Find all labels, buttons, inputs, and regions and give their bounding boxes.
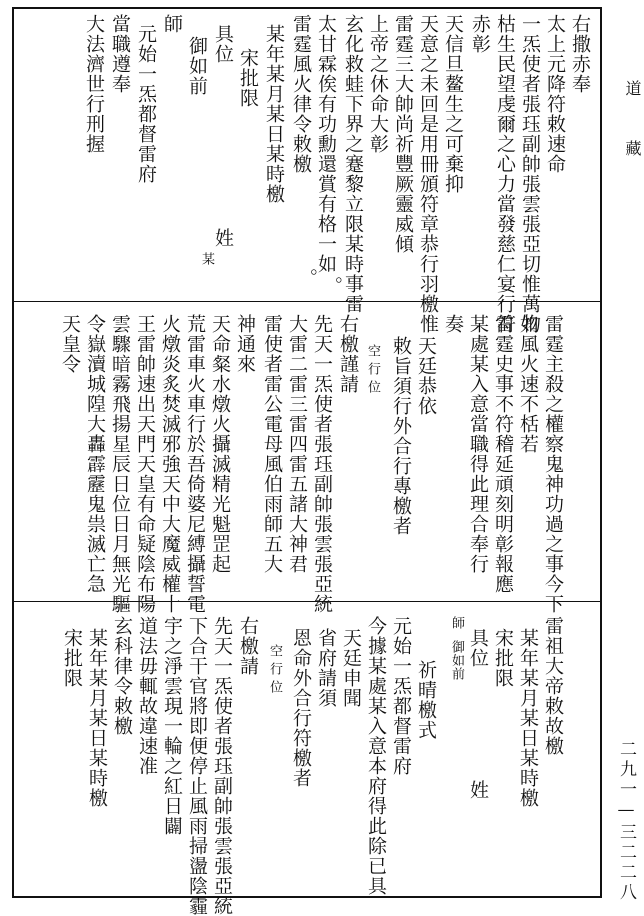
text-column: 雷霆史事不符稽延頑刻明彰報應 [492,314,514,594]
text-column: 枯生民望虔爾之心力當發慈仁宴行符 [494,14,516,334]
text-column: 具位 [467,628,489,668]
text-column: 姓 [467,780,489,800]
text-column: 宇之淨雲現一輪之紅日闢 [161,616,183,836]
text-column: 宋批限 [237,48,259,108]
text-column: 天廷恭依 [415,336,437,416]
text-column: 大雷二雷三雷四雷五諸大神君 [286,314,308,574]
text-column: 天意之未回是用冊頒符章恭行羽檄惟 [417,14,439,334]
text-column: 赤彰 [469,14,491,54]
annotation: 行 [365,362,380,376]
circle-mark: 。 [296,268,318,288]
text-column: 姓 [212,228,234,248]
text-column: 元始一炁都督雷府 [135,24,157,184]
text-column: 某年某月某日某時檄 [517,628,539,808]
annotation: 位 [267,680,282,694]
page-number: 二九一—三二二八 [616,740,636,903]
text-column: 王雷帥速出天門天皇有命疑陰布陽 [134,314,156,614]
text-column: 雷霆三大帥尚祈豐厥靈威傾 [392,14,414,254]
text-column: 宋批限 [61,628,83,688]
text-column: 右撒赤奉 [569,14,591,94]
text-column: 雲驟暗霧飛揚星辰日位日月無光驅 [109,314,131,614]
circle-mark: 。 [321,276,343,296]
text-column: 玄化救蛙下界之蹇黎立限某時事雷 [342,14,364,314]
side-label: 道 [623,80,642,96]
text-column: 下合干官將即便停止風雨掃盪陰霾 [186,616,208,916]
text-column: 省府請須 [315,628,337,708]
text-column: 敕旨須行外合行專檄者 [390,336,412,536]
text-column: 先天一炁使者張珏副帥張雲張亞統 [311,314,333,614]
annotation: 空 [267,644,282,658]
text-column: 太甘霖俟有功勳還賞有格一如 [315,14,337,274]
text-column: 某處某入意當職得此理合奉行 [467,314,489,574]
text-column: 荒雷車火車行於吾倚婆尼縛攝誓電 [184,314,206,614]
text-column: 上帝之休命大彰 [367,14,389,154]
text-column: 先天一炁使者張珏副帥張雲張亞統 [211,616,233,916]
text-column: 某年某月某日某時檄 [86,628,108,808]
text-column: 玄科律令敕檄 [111,616,133,736]
text-column: 天信旦鳌生之可棄抑 [442,14,464,194]
text-column: 恩命外合行符檄者 [290,628,312,788]
text-column: 大法濟世行刑握 [83,14,105,154]
text-column: 右檄謹請 [337,314,359,394]
text-column: 天命粲水燉火攝滅精光魁罡起 [209,314,231,574]
text-column: 具位 [212,24,234,64]
annotation: 空 [365,344,380,358]
text-column: 師 [449,616,464,630]
annotation: 行 [267,662,282,676]
text-column: 御如前 [449,640,464,681]
text-column: 御如前 [186,36,208,96]
text-column: 某年某月某日某時檄 [263,24,285,204]
text-column: 右檄請 [237,616,259,676]
text-column: 一炁使者張珏副帥張雲張亞切惟萬物 [519,14,541,334]
text-column: 天皇令 [59,314,81,374]
text-column: 奏 [442,314,464,334]
text-column: 如風火速不栝若 [517,314,539,454]
annotation: 某 [199,252,214,266]
text-column: 雷霆主殺之權察鬼神功過之事今下 [542,314,564,614]
side-label: 藏 [623,140,642,156]
text-column: 元始一炁都督雷府 [390,616,412,776]
text-column: 祈晴檄式 [415,660,437,740]
text-column: 火燉炎炙焚滅邪強天中大魔威權十 [159,314,181,614]
text-column: 宋批限 [492,628,514,688]
text-column: 道法毋輒故違速准 [136,616,158,776]
text-column: 太上元降符敕速命 [544,14,566,174]
band-divider [12,601,602,602]
annotation: 位 [365,380,380,394]
text-column: 雷祖大帝敕故檄 [542,616,564,756]
text-column: 神通來 [234,314,256,374]
text-column: 師 [161,14,183,34]
text-column: 今據某處某入意本府得此除已具 [365,616,387,896]
text-column: 令嶽瀆城隍大轟霹靂鬼祟滅亡急 [84,314,106,594]
text-column: 雷霆風火律令敕檄 [290,14,312,174]
text-column: 天廷申聞 [340,628,362,708]
text-column: 雷使者雷公電母風伯雨師五大 [261,314,283,574]
text-column: 當職遵奉 [109,14,131,94]
